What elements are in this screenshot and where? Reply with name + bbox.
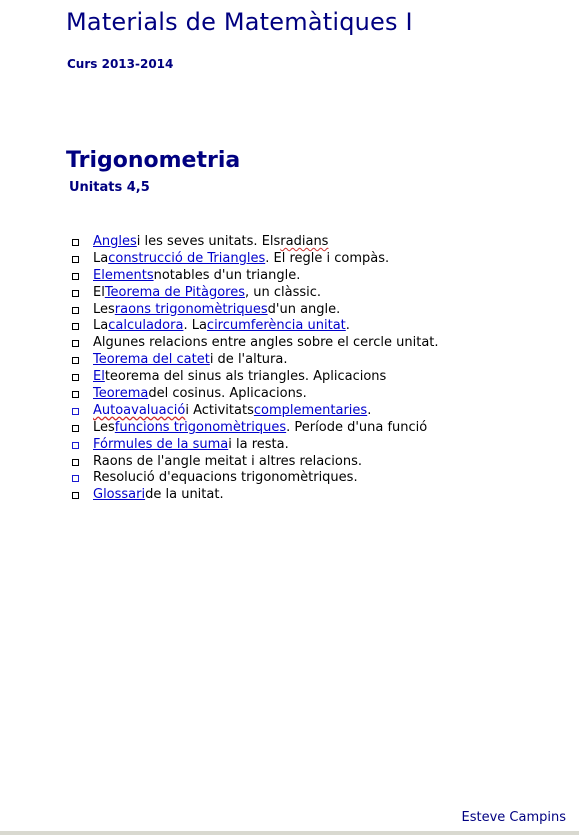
- topic-link-teorema-cosinus[interactable]: Teorema: [93, 386, 149, 402]
- square-bullet-icon: [72, 290, 79, 297]
- topic-link-formules-suma[interactable]: Fórmules de la suma: [93, 436, 229, 452]
- square-bullet-icon: [72, 340, 79, 347]
- topic-text: i la resta.: [228, 436, 289, 452]
- topic-link-angles[interactable]: Angles: [93, 234, 137, 249]
- list-item: [72, 285, 439, 302]
- topic-link-funcions-trigonometriques[interactable]: funcions trigonomètriques: [114, 419, 287, 435]
- topic-text: teorema del sinus als triangles. Aplicacions: [104, 369, 387, 385]
- page-title: Materials de Matemàtiques I: [66, 8, 413, 36]
- topic-link-calculadora[interactable]: calculadora: [108, 318, 184, 334]
- list-item: [72, 268, 439, 285]
- topic-text-spellcheck: radians: [280, 234, 329, 249]
- topic-text: i de l'altura.: [209, 352, 288, 368]
- course-year: Curs 2013-2014: [67, 57, 174, 71]
- topic-text: La: [93, 250, 109, 266]
- list-item: [72, 403, 439, 420]
- topic-text: El: [93, 284, 105, 300]
- topic-link-circumferencia-unitat[interactable]: circumferència unitat: [206, 318, 346, 334]
- topic-text: .: [367, 402, 372, 418]
- topic-text: Les: [93, 301, 115, 317]
- topic-text: . El regle i compàs.: [265, 250, 390, 266]
- topic-text: La: [93, 318, 109, 334]
- square-bullet-icon: [72, 408, 79, 415]
- topic-text: i Activitats: [185, 402, 254, 418]
- topic-list: [72, 234, 439, 504]
- list-item: [72, 470, 439, 487]
- author-name: Esteve Campins: [461, 810, 566, 825]
- list-item: [72, 302, 439, 319]
- list-item: [72, 352, 439, 369]
- topic-link-construccio-triangles[interactable]: construcció de Triangles: [108, 250, 266, 266]
- list-item: [72, 318, 439, 335]
- topic-link-teorema-pitagores[interactable]: Teorema de Pitàgores: [104, 284, 245, 300]
- square-bullet-icon: [72, 273, 79, 280]
- square-bullet-icon: [72, 475, 79, 482]
- list-item: [72, 369, 439, 386]
- square-bullet-icon: [72, 307, 79, 314]
- square-bullet-icon: [72, 442, 79, 449]
- topic-link-complementaries[interactable]: complementaries: [253, 402, 368, 418]
- list-item: [72, 437, 439, 454]
- bottom-divider: [0, 831, 579, 835]
- topic-link-teorema-sinus[interactable]: El: [93, 369, 105, 385]
- topic-text: , un clàssic.: [244, 284, 322, 300]
- topic-text: .: [345, 318, 350, 334]
- topic-text: Raons de l'angle meitat i altres relacions.: [93, 453, 363, 469]
- topic-link-glossari[interactable]: Glossari: [93, 487, 146, 503]
- list-item: [72, 487, 439, 504]
- square-bullet-icon: [72, 492, 79, 499]
- list-item: [72, 420, 439, 437]
- topic-link-raons-trigonometriques[interactable]: raons trigonomètriques: [114, 301, 268, 317]
- list-item: [72, 386, 439, 403]
- square-bullet-icon: [72, 459, 79, 466]
- topic-link-elements[interactable]: Elements: [93, 267, 154, 283]
- square-bullet-icon: [72, 239, 79, 246]
- topic-text: Algunes relacions entre angles sobre el cercle unitat.: [93, 335, 439, 351]
- square-bullet-icon: [72, 323, 79, 330]
- square-bullet-icon: [72, 256, 79, 263]
- topic-text: de la unitat.: [145, 487, 224, 503]
- square-bullet-icon: [72, 425, 79, 432]
- square-bullet-icon: [72, 357, 79, 364]
- square-bullet-icon: [72, 391, 79, 398]
- square-bullet-icon: [72, 374, 79, 381]
- topic-text: Resolució d'equacions trigonomètriques.: [93, 470, 358, 486]
- topic-link-teorema-catet[interactable]: Teorema del catet: [93, 352, 210, 368]
- topic-text: d'un angle.: [267, 301, 341, 317]
- topic-text: notables d'un triangle.: [153, 267, 301, 283]
- list-item: [72, 335, 439, 352]
- topic-link-autoavaluacio[interactable]: Autoavaluació: [93, 402, 186, 418]
- list-item: [72, 234, 439, 251]
- list-item: [72, 251, 439, 268]
- topic-text: Les: [93, 419, 115, 435]
- section-title: Trigonometria: [66, 148, 241, 173]
- list-item: [72, 454, 439, 471]
- topic-text: . Període d'una funció: [286, 419, 428, 435]
- units-label: Unitats 4,5: [69, 180, 150, 195]
- topic-text: . La: [183, 318, 207, 334]
- topic-text: del cosinus. Aplicacions.: [148, 386, 307, 402]
- topic-text: i les seves unitats. Els: [136, 234, 281, 249]
